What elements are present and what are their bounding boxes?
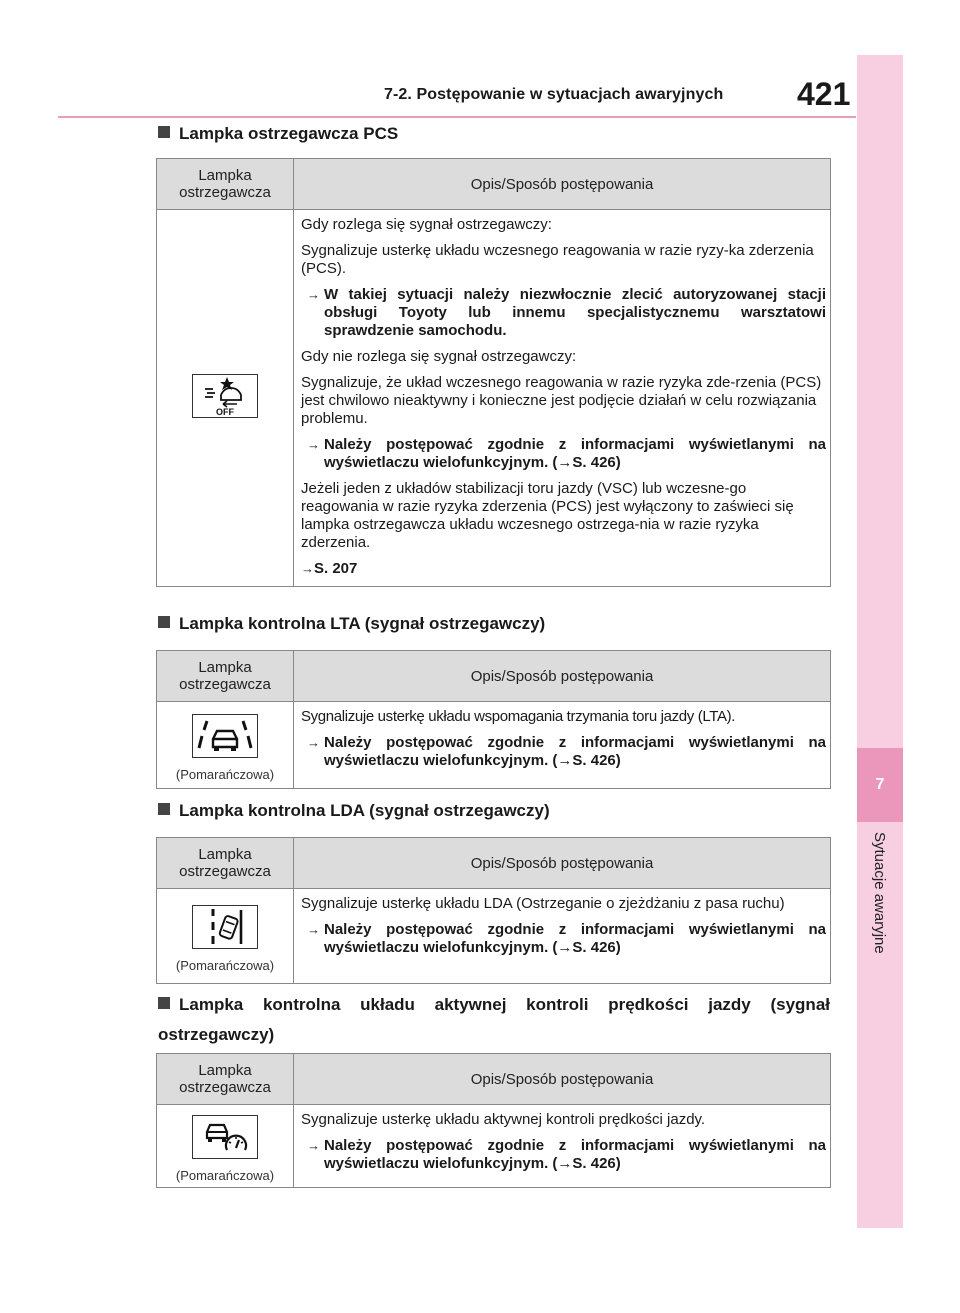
table-row: [157, 889, 831, 984]
header-rule: [58, 116, 856, 118]
description-cell: [294, 210, 831, 587]
side-tab-number: 7: [857, 748, 903, 822]
description-cell: [294, 702, 831, 789]
arrow-icon: →: [307, 1138, 320, 1153]
chapter-title: 7-2. Postępowanie w sytuacjach awaryjnych: [384, 86, 724, 103]
table-row: [157, 1105, 831, 1188]
description-text: Gdy nie rozlega się sygnał ostrzegawczy:: [301, 348, 577, 365]
icon-cell: [157, 210, 294, 587]
table-row: [157, 702, 831, 789]
description-text: Sygnalizuje usterkę układu aktywnej kontroli prędkości jazdy.: [301, 1111, 706, 1128]
arrow-icon: →: [307, 735, 320, 750]
header-description: Opis/Sposób postępowania: [294, 651, 831, 702]
header-warning-light: Lampka ostrzegawcza: [157, 838, 294, 889]
side-tab-label-text: Sytuacje awaryjne: [871, 832, 888, 954]
bullet-square-icon: [158, 126, 170, 138]
header-warning-light: Lampka ostrzegawcza: [157, 1054, 294, 1105]
svg-text:OFF: OFF: [216, 407, 234, 417]
bullet-square-icon: [158, 616, 170, 628]
description-text: Gdy rozlega się sygnał ostrzegawczy:: [301, 216, 552, 233]
arrow-icon: →: [301, 561, 314, 576]
color-note: (Pomarańczowa): [175, 958, 275, 973]
icon-cell: [157, 1105, 294, 1188]
icon-cell: [157, 889, 294, 984]
bullet-square-icon: [158, 997, 170, 1009]
header-description: Opis/Sposób postępowania: [294, 1054, 831, 1105]
action-item: → Należy postępować zgodnie z informacjami wyświetlanymi na wyświetlaczu wielofunkcyjnym. (→S. 426): [307, 436, 826, 471]
pcs-off-icon: [192, 374, 258, 418]
color-note: (Pomarańczowa): [175, 1168, 275, 1183]
header-description: Opis/Sposób postępowania: [294, 159, 831, 210]
description-text: Sygnalizuje usterkę układu LDA (Ostrzeganie o zjeżdżaniu z pasa ruchu): [301, 895, 785, 912]
description-text: Jeżeli jeden z układów stabilizacji toru jazdy (VSC) lub wczesne-go reagowania w razie ryzyka zderzenia (PCS) jest wyłączony to zaświeci się lampka ostrzegawcza układu wczesnego ostrzega-nia w razie ryzyka zderzenia.: [301, 480, 794, 551]
table-row: [157, 210, 831, 587]
action-item: → S. 207: [301, 560, 358, 577]
icon-cell: [157, 702, 294, 789]
description-text: Sygnalizuje, że układ wczesnego reagowania w razie ryzyka zde-rzenia (PCS) jest chwilowo nieaktywny i konieczne jest podjęcie działań w celu rozwiązania problemu.: [301, 374, 822, 427]
pcs-table: [156, 158, 831, 587]
action-item: → Należy postępować zgodnie z informacjami wyświetlanymi na wyświetlaczu wielofunkcyjnym. (→S. 426): [307, 734, 826, 769]
color-note: (Pomarańczowa): [175, 767, 275, 782]
cruise-control-table: [156, 1053, 831, 1188]
arrow-icon: →: [307, 922, 320, 937]
table-header-row: [157, 1054, 831, 1105]
bullet-square-icon: [158, 803, 170, 815]
section-heading-lta: Lampka kontrolna LTA (sygnał ostrzegawczy): [158, 609, 545, 639]
description-text: Sygnalizuje usterkę układu wczesnego reagowania w razie ryzy-ka zderzenia (PCS).: [301, 242, 814, 277]
action-item: → W takiej sytuacji należy niezwłocznie zlecić autoryzowanej stacji obsługi Toyoty lub innemu specjalistycznemu warsztatowi sprawdzenie samochodu.: [307, 286, 826, 339]
header-warning-light: Lampka ostrzegawcza: [157, 159, 294, 210]
section-heading-pcs: Lampka ostrzegawcza PCS: [158, 119, 398, 149]
lta-icon: [192, 714, 258, 758]
table-header-row: [157, 159, 831, 210]
description-cell: [294, 889, 831, 984]
lta-table: [156, 650, 831, 789]
description-cell: [294, 1105, 831, 1188]
arrow-icon: →: [307, 287, 320, 302]
side-tab: [857, 55, 903, 1228]
action-item: → Należy postępować zgodnie z informacjami wyświetlanymi na wyświetlaczu wielofunkcyjnym. (→S. 426): [307, 1137, 826, 1172]
arrow-icon: →: [307, 437, 320, 452]
section-heading-cruise-control: Lampka kontrolna układu aktywnej kontroli prędkości jazdy (sygnał ostrzegawczy): [158, 995, 830, 1044]
lda-icon: [192, 905, 258, 949]
lda-table: [156, 837, 831, 984]
header-warning-light: Lampka ostrzegawcza: [157, 651, 294, 702]
section-heading-lda: Lampka kontrolna LDA (sygnał ostrzegawczy): [158, 796, 550, 826]
table-header-row: [157, 838, 831, 889]
description-text: Sygnalizuje usterkę układu wspomagania trzymania toru jazdy (LTA).: [301, 708, 736, 725]
header-description: Opis/Sposób postępowania: [294, 838, 831, 889]
page-number: 421: [797, 76, 851, 112]
action-item: → Należy postępować zgodnie z informacjami wyświetlanymi na wyświetlaczu wielofunkcyjnym. (→S. 426): [307, 921, 826, 956]
cruise-control-icon: [192, 1115, 258, 1159]
table-header-row: [157, 651, 831, 702]
